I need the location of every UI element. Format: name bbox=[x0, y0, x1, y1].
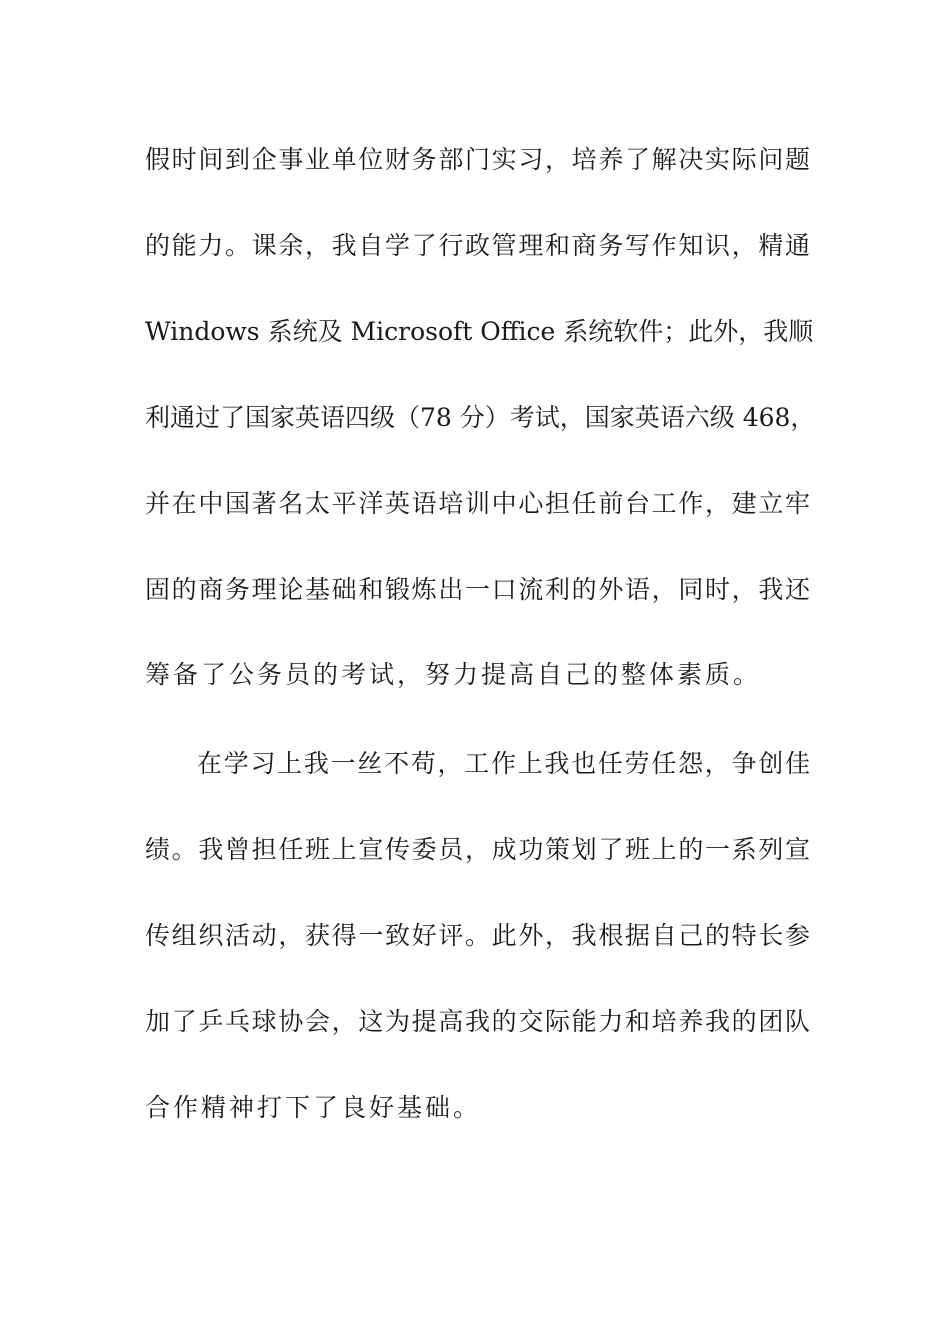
paragraph-1-line-2: 的能力。课余，我自学了行政管理和商务写作知识，精通 bbox=[145, 231, 810, 260]
paragraph-1-line-3: Windows 系统及 Microsoft Office 系统软件；此外，我顺 bbox=[145, 317, 814, 346]
paragraph-2-line-4: 加了乒乓球协会，这为提高我的交际能力和培养我的团队 bbox=[145, 1007, 810, 1036]
paragraph-1-line-7: 筹备了公务员的考试，努力提高自己的整体素质。 bbox=[145, 660, 762, 689]
paragraph-2-line-3: 传组织活动，获得一致好评。此外，我根据自己的特长参 bbox=[145, 921, 810, 950]
paragraph-2-line-2: 绩。我曾担任班上宣传委员，成功策划了班上的一系列宣 bbox=[145, 835, 810, 864]
paragraph-1-line-6: 固的商务理论基础和锻炼出一口流利的外语，同时，我还 bbox=[145, 575, 810, 604]
paragraph-1-line-5: 并在中国著名太平洋英语培训中心担任前台工作，建立牢 bbox=[145, 489, 810, 518]
paragraph-1-line-1: 假时间到企事业单位财务部门实习，培养了解决实际问题 bbox=[145, 145, 810, 174]
paragraph-2-line-1: 在学习上我一丝不苟，工作上我也任劳任怨，争创佳 bbox=[197, 749, 810, 778]
paragraph-1-line-4: 利通过了国家英语四级（78 分）考试，国家英语六级 468， bbox=[145, 403, 816, 432]
paragraph-2-line-5: 合作精神打下了良好基础。 bbox=[145, 1093, 482, 1122]
